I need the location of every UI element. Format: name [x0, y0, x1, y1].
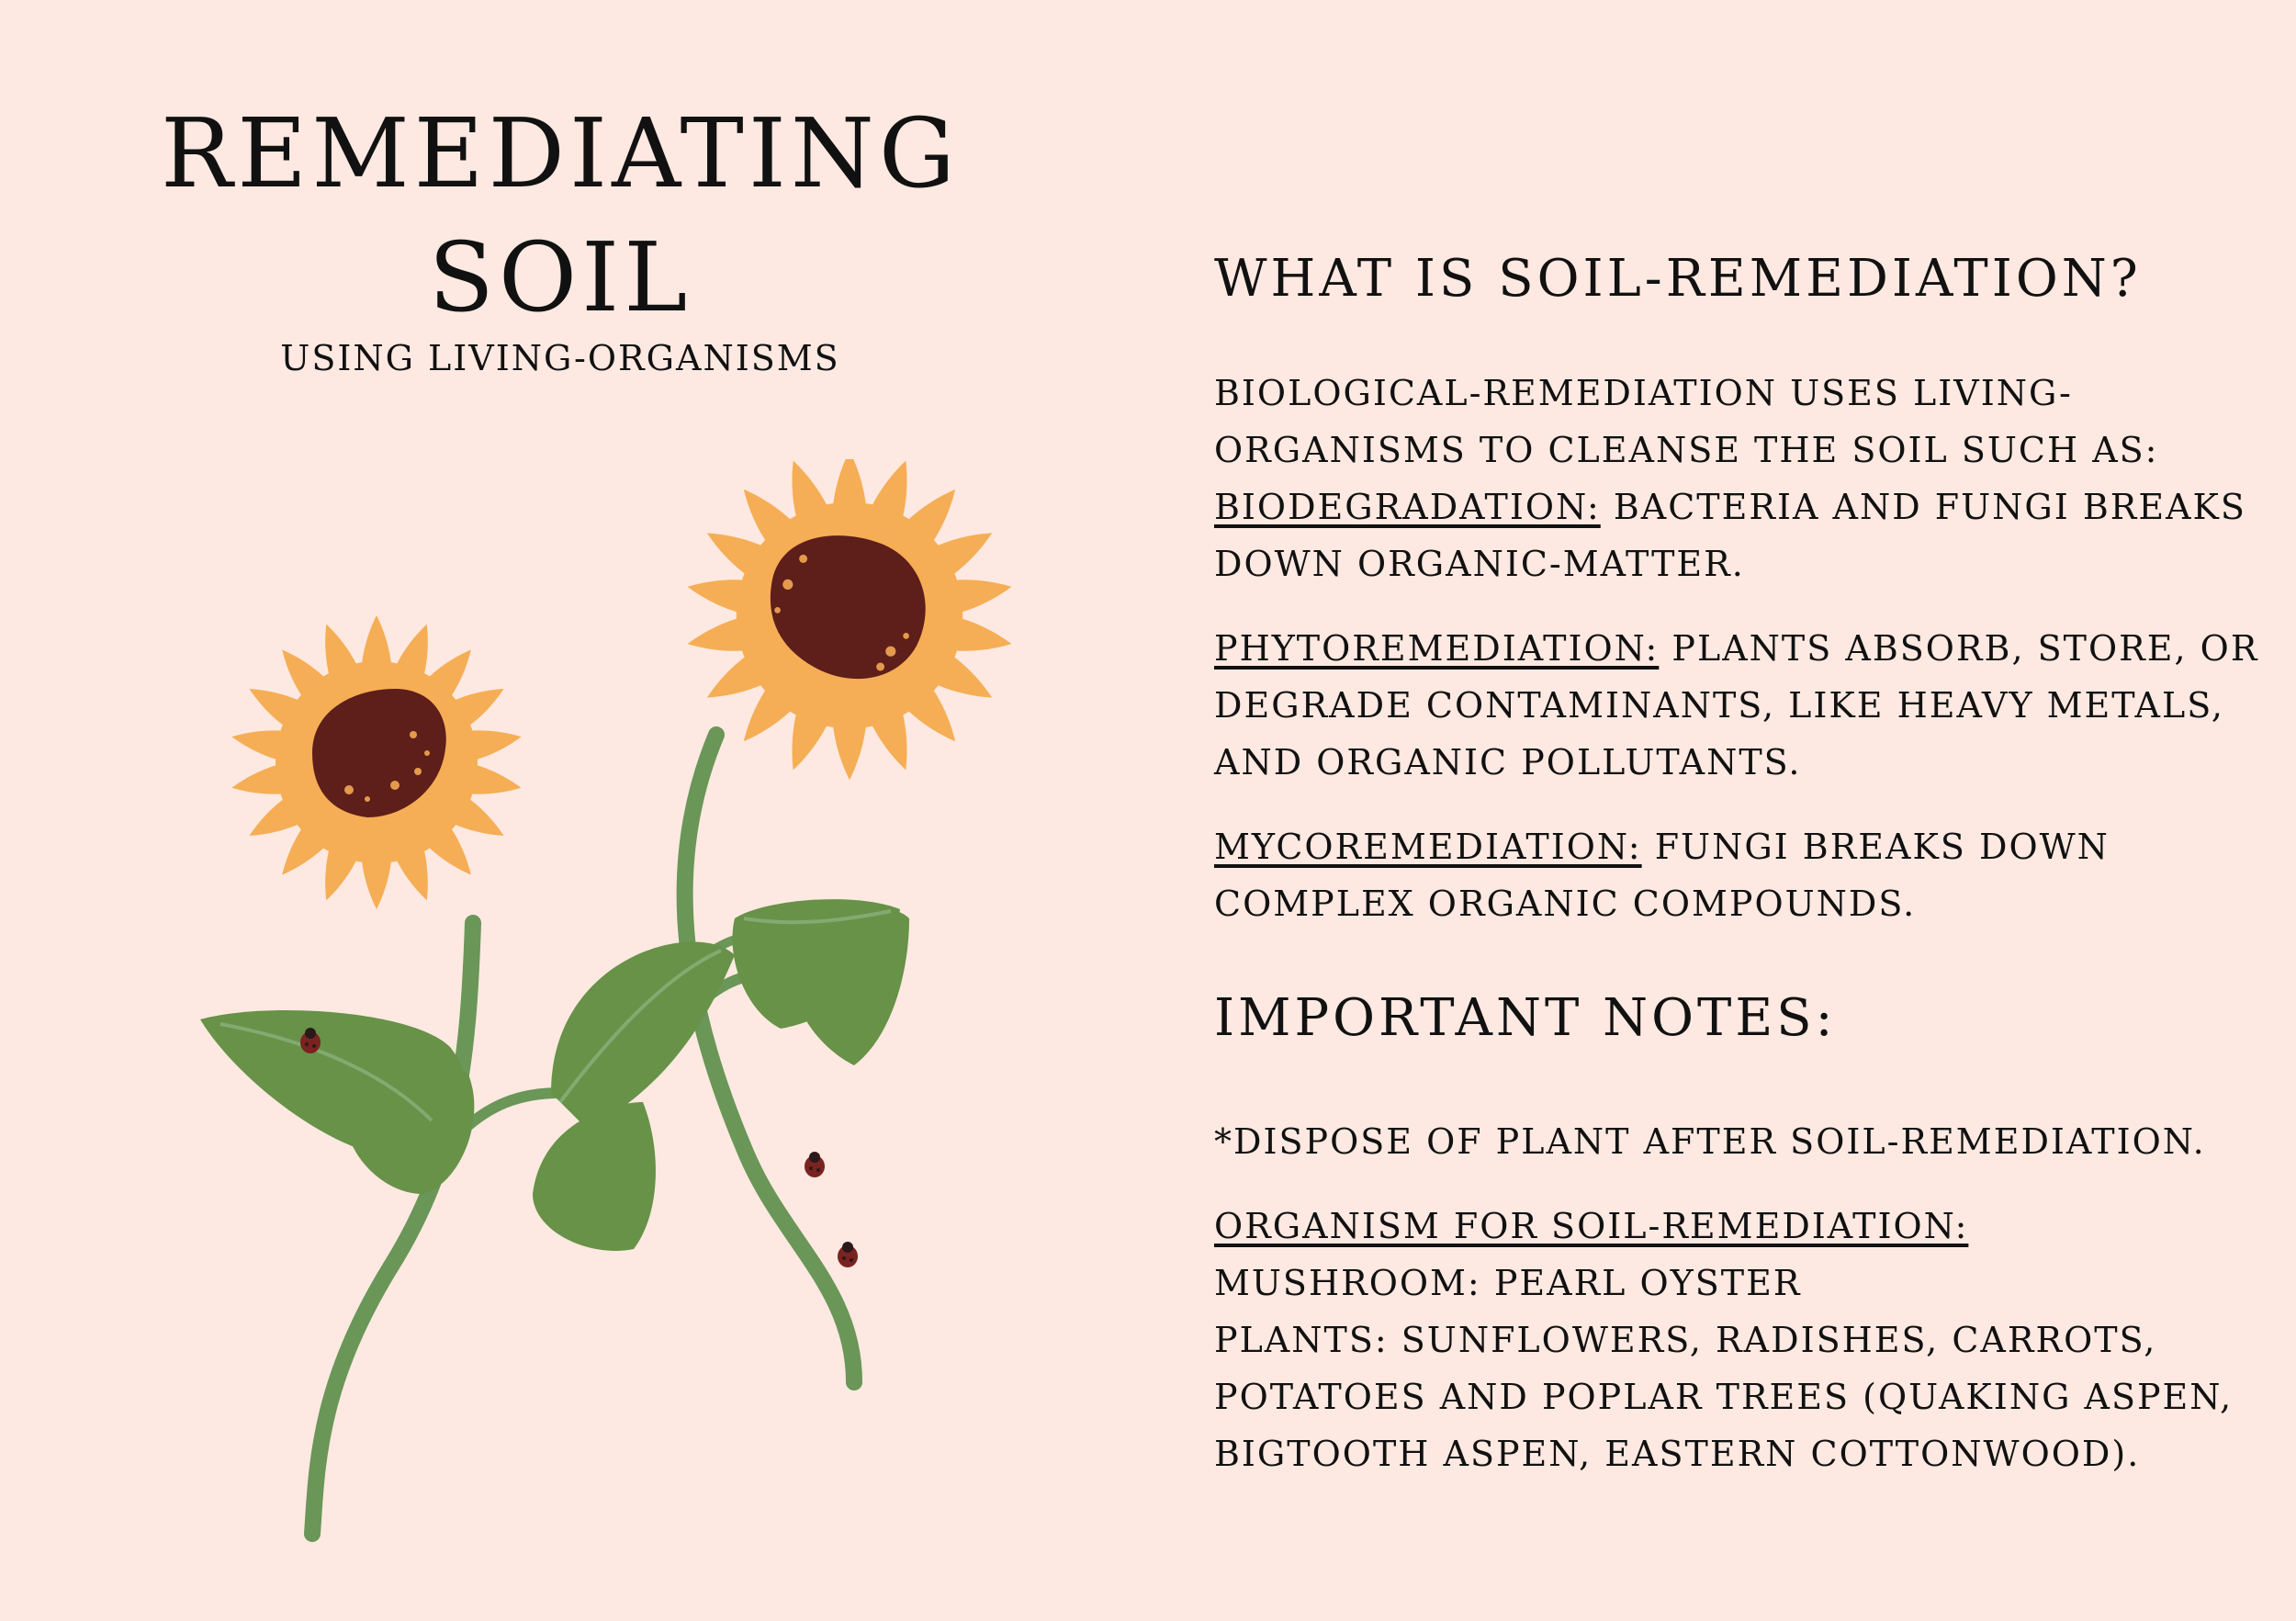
intro-paragraph: BIOLOGICAL-REMEDIATION USES LIVING-ORGANISMS TO CLEANSE THE SOIL SUCH AS:	[1214, 373, 2159, 471]
biodegradation-text: BACTERIA AND FUNGI BREAKS DOWN ORGANIC-MATTER.	[1214, 487, 2246, 585]
sunflower-left	[229, 615, 523, 909]
leaf	[533, 1102, 656, 1251]
stem-right	[685, 735, 854, 1382]
ladybug-icon	[838, 1242, 858, 1267]
dispose-note: *DISPOSE OF PLANT AFTER SOIL-REMEDIATION.	[1214, 1121, 2206, 1163]
sunflower-right	[684, 459, 1015, 780]
plants-line: PLANTS: SUNFLOWERS, RADISHES, CARROTS, POTATOES AND POPLAR TREES (QUAKING ASPEN, BIGTOOTH ASPEN, EASTERN COTTONWOOD).	[1214, 1320, 2234, 1475]
biodegradation-item	[1214, 478, 2270, 592]
mushroom-line: MUSHROOM: PEARL OYSTER	[1214, 1263, 1802, 1304]
title-line-1: REMEDIATING	[160, 97, 961, 209]
content-column	[1214, 248, 2270, 1482]
sunflower-illustration	[156, 459, 1056, 1561]
leaf	[788, 909, 909, 1065]
organism-list	[1214, 1198, 2270, 1482]
mycoremediation-term: MYCOREMEDIATION:	[1214, 827, 1642, 868]
mycoremediation-text: FUNGI BREAKS DOWN COMPLEX ORGANIC COMPOUNDS.	[1214, 827, 2110, 925]
page-title	[147, 92, 974, 340]
phytoremediation-term: PHYTOREMEDIATION:	[1214, 628, 1660, 670]
phytoremediation-text: PLANTS ABSORB, STORE, OR DEGRADE CONTAMINANTS, LIKE HEAVY METALS, AND ORGANIC POLLUTANTS.	[1214, 628, 2259, 783]
organism-label: ORGANISM FOR SOIL-REMEDIATION:	[1214, 1206, 1969, 1247]
ladybug-icon	[805, 1152, 825, 1177]
section-heading-what-is: WHAT IS SOIL-REMEDIATION?	[1214, 249, 2142, 309]
phytoremediation-item	[1214, 620, 2270, 791]
biodegradation-term: BIODEGRADATION:	[1214, 487, 1601, 528]
title-line-2: SOIL	[428, 221, 692, 333]
subtitle: USING LIVING-ORGANISMS	[280, 338, 840, 378]
leaf-group	[200, 899, 909, 1251]
leaf	[344, 1059, 474, 1194]
mycoremediation-item	[1214, 818, 2270, 932]
section-heading-important-notes: IMPORTANT NOTES:	[1214, 988, 1837, 1049]
